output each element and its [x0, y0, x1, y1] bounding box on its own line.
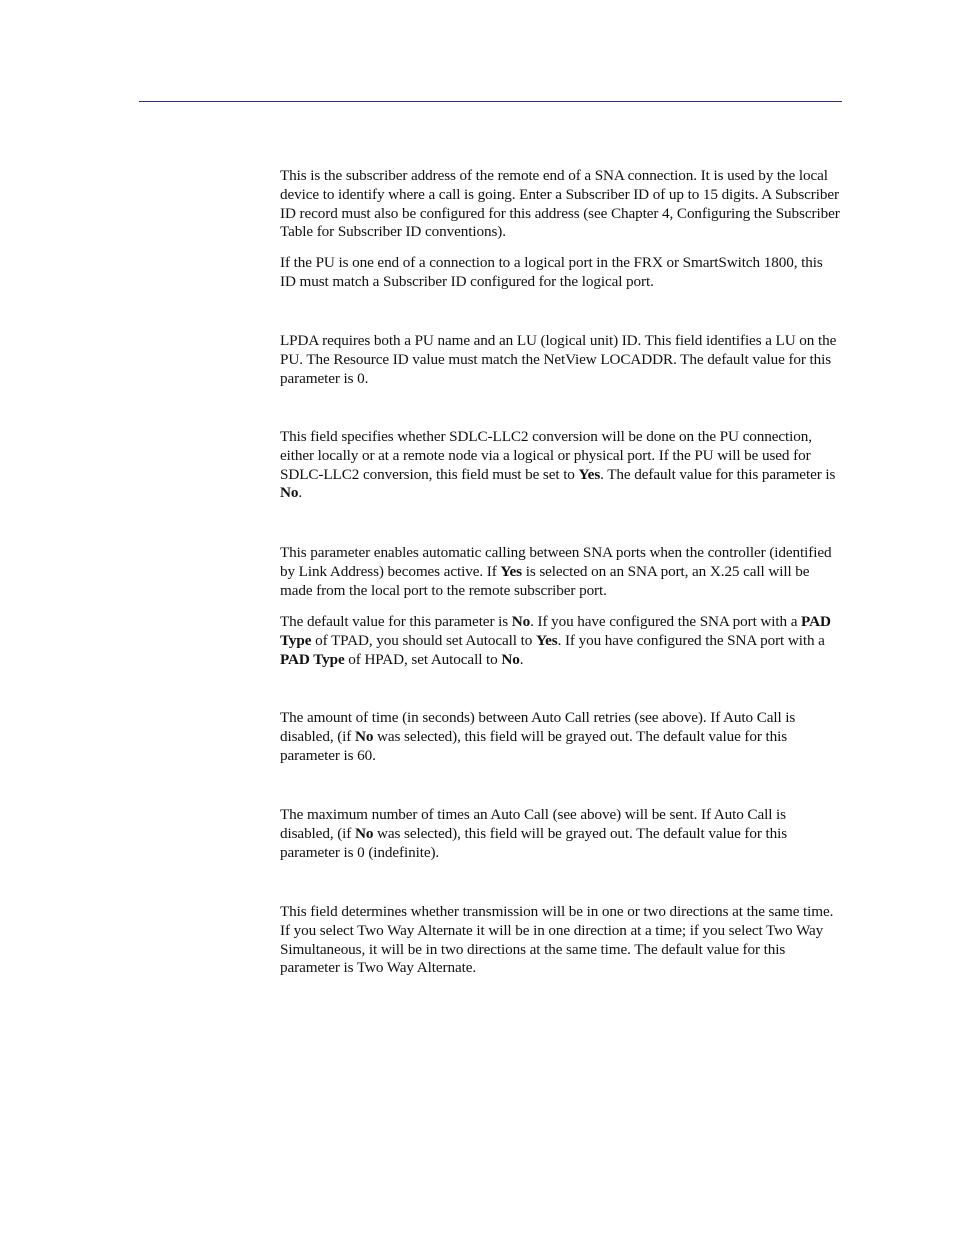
emphasized-term: PAD Type — [280, 613, 831, 649]
text-run: This field determines whether transmission will be in one or two directions at the same time. If you select Two Way Alternate it will be in one direction at a time; if you select Two Way Simultaneous, it will be in two directions at the same time. The default value for this parameter is Two Way Alternate. — [280, 903, 834, 977]
text-run: This parameter enables automatic calling between SNA ports when the controller (identified by Link Address) becomes active. If — [280, 544, 832, 580]
text-run: The amount of time (in seconds) between Auto Call retries (see above). If Auto Call is disabled, (if — [280, 709, 796, 745]
text-run: . — [298, 484, 303, 502]
emphasized-term: No — [280, 484, 299, 502]
paragraph — [280, 903, 842, 978]
text-run: of TPAD, you should set Autocall to — [311, 631, 536, 649]
text-run: LPDA requires both a PU name and an LU (logical unit) ID. This field identifies a LU on the PU. The Resource ID value must match the NetView LOCADDR. The default value for this parameter is 0. — [280, 332, 837, 387]
paragraph — [280, 428, 842, 503]
text-run: . If you have configured the SNA port with a — [557, 631, 825, 649]
text-run: is selected on an SNA port, an X.25 call will be made from the local port to the remote subscriber port. — [280, 562, 810, 599]
paragraph — [280, 254, 842, 292]
text-run: If the PU is one end of a connection to a logical port in the FRX or SmartSwitch 1800, this ID must match a Subscriber ID configured for the logical port. — [280, 254, 823, 290]
text-run: was selected), this field will be grayed out. The default value for this parameter is 60. — [280, 727, 788, 764]
text-run: . If you have configured the SNA port with a — [530, 613, 802, 630]
text-run: The maximum number of times an Auto Call (see above) will be sent. If Auto Call is disabled, (if — [280, 806, 786, 842]
text-run: This is the subscriber address of the remote end of a SNA connection. It is used by the local device to identify where a call is going. Enter a Subscriber ID of up to 15 digits. A Subscriber ID record must also be configured for this address (see Chapter 4, Configuring the Subscriber Table for Subscriber ID conventions). — [280, 167, 840, 241]
emphasized-term: No — [354, 727, 374, 745]
text-run: . — [519, 650, 524, 668]
text-run: was selected), this field will be grayed out. The default value for this parameter is 0 (indefinite). — [280, 824, 788, 861]
emphasized-term: Yes — [500, 562, 522, 580]
paragraph — [280, 167, 842, 242]
emphasized-term: PAD Type — [280, 650, 345, 668]
header-rule — [139, 101, 842, 102]
emphasized-term: No — [501, 650, 520, 668]
paragraph — [280, 613, 842, 669]
emphasized-term: No — [511, 613, 531, 630]
emphasized-term: Yes — [535, 631, 558, 649]
paragraph — [280, 332, 842, 388]
text-run: of HPAD, set Autocall to — [344, 650, 502, 668]
emphasized-term: Yes — [578, 465, 601, 483]
paragraph — [280, 544, 842, 600]
text-run: The default value for this parameter is — [280, 613, 512, 630]
emphasized-term: No — [354, 824, 374, 842]
text-run: . The default value for this parameter is — [600, 465, 836, 483]
text-run: This field specifies whether SDLC-LLC2 conversion will be done on the PU connection, either locally or at a remote node via a logical or physical port. If the PU will be used for SDLC-LLC2 conversion, this field must be set to — [280, 428, 812, 483]
paragraph — [280, 806, 842, 862]
paragraph — [280, 709, 842, 765]
